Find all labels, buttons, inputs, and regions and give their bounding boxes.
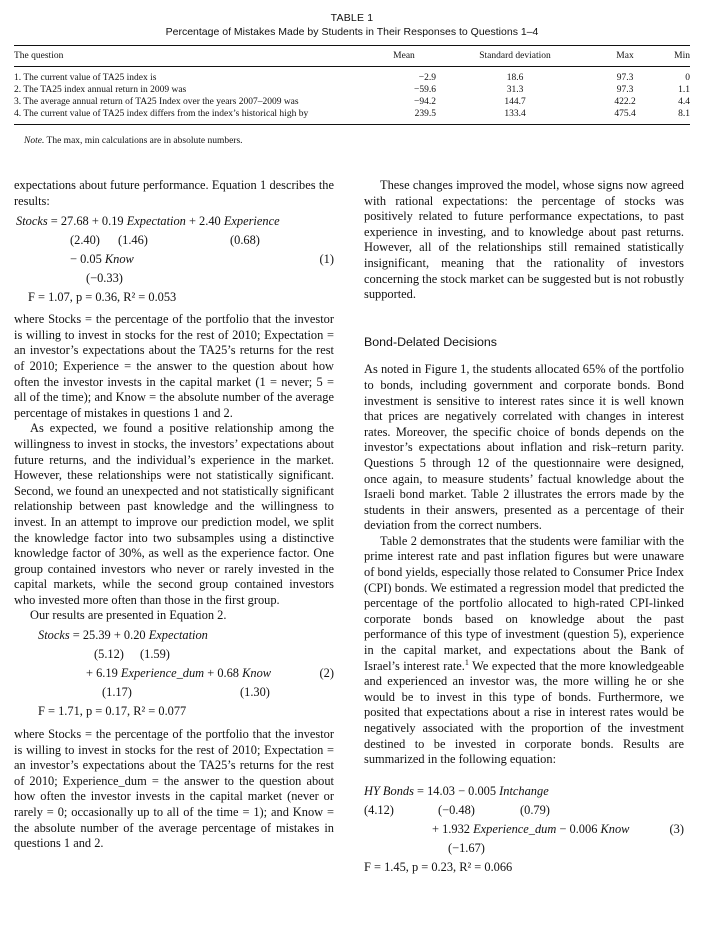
- eq-text: = 14.03 − 0.005: [413, 783, 500, 798]
- eq-stats: F = 1.71, p = 0.17, R² = 0.077: [38, 704, 187, 719]
- table-row: [14, 96, 690, 108]
- eq-var: Intchange: [499, 783, 549, 798]
- equation-3: [364, 782, 684, 877]
- cell-mean: −94.2: [414, 97, 436, 107]
- equation-number: (3): [669, 821, 684, 836]
- equation-1: [14, 212, 334, 307]
- equation-number: (2): [319, 666, 334, 681]
- header-sd: Standard deviation: [479, 51, 551, 61]
- section-heading: Bond-Delated Decisions: [364, 334, 497, 349]
- eq-var: Experience_dum: [473, 821, 557, 836]
- cell-sd: 144.7: [504, 97, 526, 107]
- eq-var: Know: [600, 821, 630, 836]
- header-min: Min: [674, 51, 690, 61]
- note-label: Note.: [24, 136, 45, 146]
- eq-var: HY Bonds: [364, 783, 414, 798]
- footnote-marker: 1: [464, 657, 469, 667]
- eq-var: Experience_dum: [120, 666, 205, 681]
- eq-stats: F = 1.07, p = 0.36, R² = 0.053: [28, 290, 177, 305]
- cell-sd: 133.4: [504, 109, 526, 119]
- eq-var: Stocks: [16, 214, 48, 229]
- equation-2: [14, 626, 334, 721]
- table-row: [14, 108, 690, 125]
- equation-number: (1): [319, 252, 334, 267]
- cell-mean: −59.6: [414, 85, 436, 95]
- cell-sd: 31.3: [506, 85, 524, 95]
- paragraph-text: We expected that the more knowledgeable and experienced an investor was, the more willing he or she would be to invest in this type of bonds. Furthermore, we posited that expectations about a rise in interest rates would be negatively associated with the proportion of the investment destined to be invested in corporate bonds. Results are summarized in the following equation:: [364, 658, 684, 767]
- eq-coef: (1.46): [118, 233, 148, 248]
- header-mean: Mean: [393, 51, 415, 61]
- table-note: [14, 136, 690, 146]
- eq-var: Expectation: [148, 628, 208, 643]
- eq-coef: (1.30): [240, 685, 270, 700]
- eq-stats: F = 1.45, p = 0.23, R² = 0.066: [364, 859, 513, 874]
- table-block: [14, 12, 690, 146]
- eq-coef: (0.68): [230, 233, 260, 248]
- paragraph: where Stocks = the percentage of the portfolio that the investor is willing to invest in stocks for the rest of 2010; Expectation = an investor’s expectations about the TA25’s returns for the rest of 2010; Experience_dum = the answer to the question about how often the investor invests in the capital market (never or rarely = 0; occasionally up to all of the time = 1); and Know = the absolute number of the average percentage of mistakes in questions 1 and 2.: [14, 727, 334, 851]
- eq-coef: (−0.33): [86, 271, 123, 286]
- cell-min: 1.1: [678, 85, 690, 95]
- cell-max: 97.3: [616, 85, 634, 95]
- eq-coef: (1.59): [140, 647, 170, 662]
- table-caption: Percentage of Mistakes Made by Students in Their Responses to Questions 1–4: [165, 26, 539, 38]
- note-text: The max, min calculations are in absolute numbers.: [44, 136, 243, 146]
- cell-question: 3. The average annual return of TA25 Index over the years 2007–2009 was: [14, 97, 299, 107]
- header-question: The question: [14, 51, 64, 61]
- eq-coef: (−0.48): [438, 802, 475, 817]
- paragraph: As noted in Figure 1, the students allocated 65% of the portfolio to bonds, including government and corporate bonds. Bond investment is sensitive to interest rates since it is well known that prices are negatively correlated with changes in interest rates. Moreover, the specific choice of bonds depends on the investor’s expectations about inflation and risk–return parity. Questions 5 through 12 of the questionnaire were designed, once again, to measure students’ factual knowledge about the Israeli bond market. Table 2 illustrates the errors made by the students in their answers, presented as a percentage of their deviation from the correct numbers.: [364, 362, 684, 533]
- cell-max: 475.4: [614, 109, 636, 119]
- eq-text: − 0.006: [556, 821, 601, 836]
- eq-coef: (0.79): [520, 802, 550, 817]
- cell-min: 4.4: [678, 97, 690, 107]
- cell-min: 8.1: [678, 109, 690, 119]
- eq-text: + 6.19: [86, 666, 121, 681]
- paragraph: Our results are presented in Equation 2.: [30, 608, 227, 623]
- eq-var: Know: [104, 252, 134, 267]
- eq-var: Experience: [223, 214, 280, 229]
- eq-text: = 25.39 + 0.20: [69, 628, 149, 643]
- cell-min: 0: [685, 73, 690, 83]
- left-column: [14, 178, 334, 852]
- eq-text: = 27.68 + 0.19: [47, 214, 127, 229]
- cell-sd: 18.6: [506, 73, 524, 83]
- cell-question: 1. The current value of TA25 index is: [14, 73, 157, 83]
- eq-var: Know: [242, 666, 272, 681]
- eq-coef: (4.12): [364, 802, 394, 817]
- eq-text: − 0.05: [70, 252, 105, 267]
- eq-text: + 1.932: [432, 821, 474, 836]
- eq-text: + 0.68: [204, 666, 243, 681]
- header-max: Max: [616, 51, 634, 61]
- eq-coef: (5.12): [94, 647, 124, 662]
- eq-var: Expectation: [126, 214, 186, 229]
- cell-max: 422.2: [614, 97, 636, 107]
- paragraph-text: Table 2 demonstrates that the students were familiar with the prime interest rate and past inflation figures but were unaware of bond yields, especially those related to Consumer Price Index (CPI) bonds. We estimated a regression model that predicted the percentage of the portfolio allocated to high-rated CPI-linked corporate bonds based on knowledge about the past performance of this type of investment (question 5), experience in the capital market, and expectations about the Bank of Israel’s interest rate.: [364, 533, 684, 673]
- cell-mean: 239.5: [414, 109, 436, 119]
- cell-question: 2. The TA25 index annual return in 2009 was: [14, 85, 187, 95]
- paragraph: [364, 534, 684, 768]
- table-row: [14, 67, 690, 85]
- eq-var: Stocks: [38, 628, 70, 643]
- paragraph: where Stocks = the percentage of the portfolio that the investor is willing to invest in stocks for the rest of 2010; Expectation = an investor’s expectations about the TA25’s returns for the rest of 2010; Experience = the answer to the question about how often the investor invests in the capital market (1 = never; 5 = all of the time); and Know = the absolute number of the average percentage of mistakes in questions 1 and 2.: [14, 312, 334, 420]
- cell-max: 97.3: [616, 73, 634, 83]
- paragraph: expectations about future performance. Equation 1 describes the results:: [14, 178, 334, 208]
- table-row: [14, 84, 690, 96]
- eq-coef: (−1.67): [448, 840, 485, 855]
- eq-text: + 2.40: [185, 214, 224, 229]
- cell-mean: −2.9: [418, 73, 436, 83]
- eq-coef: (1.17): [102, 685, 132, 700]
- cell-question: 4. The current value of TA25 index differs from the index’s historical high by: [14, 109, 309, 119]
- table-header-row: [14, 46, 690, 67]
- paragraph: As expected, we found a positive relationship among the willingness to invest in stocks, the investors’ expectations about future returns, and the individual’s experience in the market. However, these relationships were not statistically significant. Second, we found an unexpected and not statistically significant relationship between past knowledge and the willingness to invest. In an attempt to improve our prediction model, we split the knowledge factor into two subsamples using a distinctive knowledge factor of 30%, as well as the experience factor. One group contained investors who never or rarely invested in the capital markets, while the second group contained investors who invested more often than those in the first group.: [14, 421, 334, 607]
- right-column: [364, 178, 684, 877]
- table-label: TABLE 1: [330, 12, 374, 24]
- paragraph: These changes improved the model, whose signs now agreed with rational expectations: the percentage of stocks was positively related to future performance expectations, to past experience in investing, and to knowledge about past returns. However, all of the relationships still remained statistically insignificant, meaning that the rationality of investors concerning the stock market can be suggested but is not robustly supported.: [364, 178, 685, 302]
- mistakes-table: [14, 45, 690, 125]
- eq-coef: (2.40): [70, 233, 100, 248]
